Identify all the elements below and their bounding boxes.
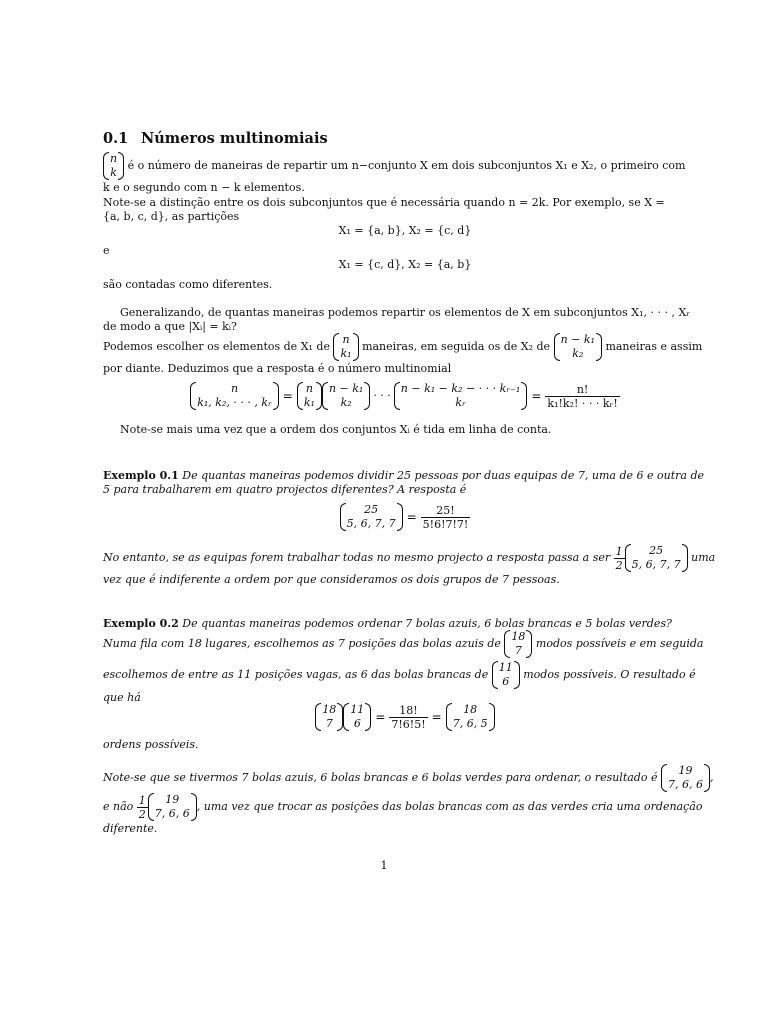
example-2-line-3: escolhemos de entre as 11 posições vagas, as 6 das bolas brancas de 11 6 modos possíveis. O resultado é	[103, 661, 696, 688]
example-2-line-8: diferente.	[103, 822, 158, 835]
section-heading	[103, 130, 328, 147]
intro-line-1: n k é o número de maneiras de repartir um n−conjunto X em dois subconjuntos X₁ e X₂, o primeiro com	[103, 152, 707, 180]
example-2-line-7: e não $\frac{1}{2}$ 19 7, 6, 6 , uma vez que trocar as posições das bolas brancas com as das verdes cria uma ordenação	[103, 793, 703, 821]
one-half: $\frac{1}{2}$	[615, 544, 623, 572]
multinomial-25: 25 5, 6, 7, 7	[340, 503, 403, 531]
partition-equation-1: X₁ = {a, b}, X₂ = {c, d}	[338, 224, 472, 237]
page-number: 1	[380, 859, 388, 872]
example-2-line-5: ordens possíveis.	[103, 738, 199, 751]
binomial-11-6-f: 11 6	[343, 703, 371, 731]
multinomial-18: 18 7, 6, 5	[446, 703, 495, 731]
example-2-line-2: Numa fila com 18 lugares, escolhemos as 7 posições das bolas azuis de 18 7 modos possíveis e em seguida	[103, 630, 704, 657]
fraction-18: $\frac{18!}{7!6!5!}$	[391, 703, 426, 731]
example-1-formula: 25 5, 6, 7, 7 = $\frac{25!}{5!6!7!7!}$	[103, 503, 707, 531]
binomial-18-7-f: 18 7	[315, 703, 343, 731]
example-2-line-4: que há	[103, 691, 141, 704]
section-number: 0.1	[103, 130, 129, 147]
binomial-factor-2: n − k₁ k₂	[322, 382, 370, 410]
general-line-1: Generalizando, de quantas maneiras podemos repartir os elementos de X em subconjuntos X₁, · · · , Xᵣ	[120, 306, 691, 319]
example-2-line-1: Exemplo 0.2 De quantas maneiras podemos ordenar 7 bolas azuis, 6 bolas brancas e 5 bolas verdes?	[103, 617, 672, 630]
section-title: Números multinomiais	[141, 130, 328, 147]
intro-line-5: são contadas como diferentes.	[103, 278, 273, 291]
binomial-factor-1: n k₁	[297, 382, 322, 410]
multinomial-formula: n k₁, k₂, · · · , kᵣ = n k₁ n − k₁ k₂ · · · n − k₁ − k₂ − · · · kᵣ₋₁ kᵣ = $\frac{n!}{\text{k₁!k₂! · · · kᵣ!}}$	[103, 382, 707, 410]
multinomial-25-half: 25 5, 6, 7, 7	[625, 544, 688, 572]
binomial-11-6: 11 6	[492, 661, 520, 689]
partition-equation-2: X₁ = {c, d}, X₂ = {a, b}	[338, 258, 472, 271]
multinomial-19-half: 19 7, 6, 6	[148, 793, 197, 821]
binomial-nk1-k2: n − k₁ k₂	[554, 333, 602, 361]
example-1-line-2: 5 para trabalharem em quatro projectos diferentes? A resposta é	[103, 483, 467, 496]
example-2-line-6: Note-se que se tivermos 7 bolas azuis, 6 bolas brancas e 6 bolas verdes para ordenar, o resultado é 19 7, 6, 6 ,	[103, 764, 714, 791]
binomial-n-k: n k	[103, 152, 124, 180]
factorial-fraction: $\frac{n!}{\text{k₁!k₂! · · · kᵣ!}}$	[547, 382, 618, 410]
binomial-n-k1: n k₁	[333, 333, 358, 361]
general-line-3: Podemos escolher os elementos de X₁ de n k₁ maneiras, em seguida os de X₂ de n − k₁ k₂ maneiras e assim	[103, 333, 703, 360]
fraction-25: $\frac{25!}{5!6!7!7!}$	[422, 503, 469, 531]
multinomial-coefficient: n k₁, k₂, · · · , kᵣ	[190, 382, 279, 410]
multinomial-19: 19 7, 6, 6	[661, 764, 710, 792]
example-2-label: Exemplo 0.2	[103, 617, 179, 630]
general-line-4: por diante. Deduzimos que a resposta é o número multinomial	[103, 362, 452, 375]
one-half-2: $\frac{1}{2}$	[138, 793, 146, 821]
general-line-5: Note-se mais uma vez que a ordem dos conjuntos Xᵢ é tida em linha de conta.	[120, 423, 552, 436]
example-1-label: Exemplo 0.1	[103, 469, 179, 482]
conjunction-e: e	[103, 244, 110, 257]
example-1-line-3: No entanto, se as equipas forem trabalhar todas no mesmo projecto a resposta passa a ser $\frac{1}{2}$ 25 5, 6, 7, 7 uma	[103, 544, 716, 572]
general-line-2: de modo a que |Xᵢ| = kᵢ?	[103, 320, 237, 333]
binomial-18-7: 18 7	[504, 630, 532, 658]
example-2-formula: 18 7 11 6 = $\frac{18!}{7!6!5!}$ = 18 7, 6, 5	[103, 703, 707, 731]
intro-line-4: {a, b, c, d}, as partições	[103, 210, 240, 223]
example-1-line-1: Exemplo 0.1 De quantas maneiras podemos dividir 25 pessoas por duas equipas de 7, uma de 6 e outra de	[103, 469, 705, 482]
binomial-factor-r: n − k₁ − k₂ − · · · kᵣ₋₁ kᵣ	[394, 382, 528, 410]
intro-line-2: k e o segundo com n − k elementos.	[103, 181, 305, 194]
example-1-line-4: vez que é indiferente a ordem por que consideramos os dois grupos de 7 pessoas.	[103, 573, 560, 586]
intro-line-3: Note-se a distinção entre os dois subconjuntos que é necessária quando n = 2k. Por exemplo, se X =	[103, 196, 665, 209]
